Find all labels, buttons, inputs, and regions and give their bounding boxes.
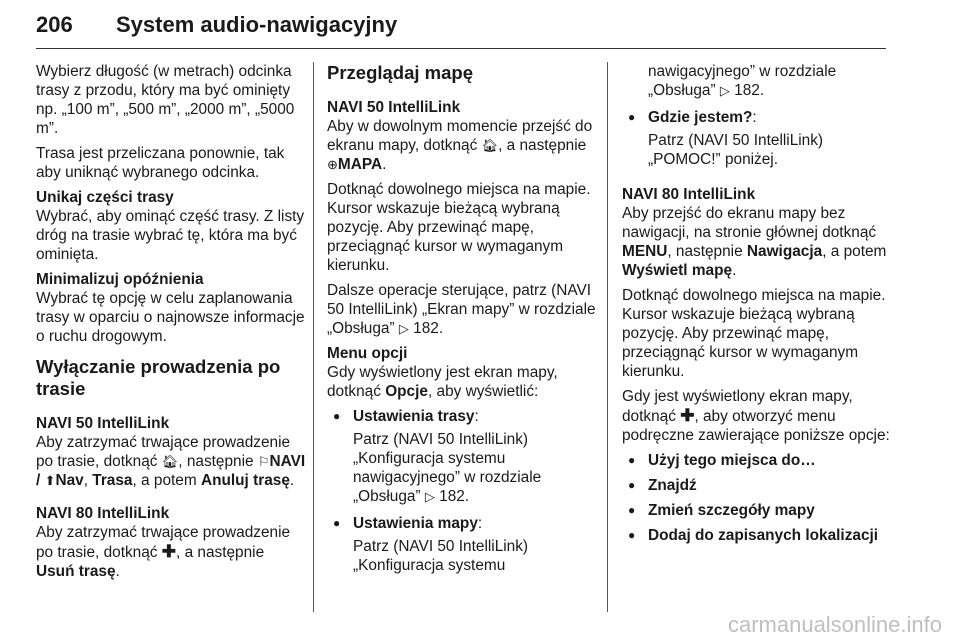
model-label: NAVI 80 IntelliLink (622, 186, 756, 203)
subheading: Unikaj części trasy (36, 189, 174, 206)
paragraph: Aby zatrzymać trwające prowadzenie po trasie, dotknąć ✚, a następnie Usuń trasę. (36, 524, 291, 580)
column-1 (36, 62, 306, 587)
paragraph: Patrz (NAVI 50 IntelliLink) „Konfiguracja systemu (353, 538, 529, 574)
subheading: Minimalizuj opóźnienia (36, 271, 204, 288)
watermark: carmanualsonline.info (727, 612, 942, 637)
list-item: ● Ustawienia mapy: (327, 514, 597, 533)
navigation-arrow-icon: ⬆ (44, 473, 56, 488)
list-item: ● Zmień szczegóły mapy (622, 501, 892, 520)
column-2 (327, 62, 597, 583)
list-item: ● Użyj tego miejsca do… (622, 451, 892, 470)
reference-arrow-icon: ▷ (424, 489, 435, 504)
model-label: NAVI 80 IntelliLink (36, 505, 170, 522)
page-header (36, 6, 886, 50)
reference-arrow-icon: ▷ (719, 83, 730, 98)
paragraph: Wybrać tę opcję w celu zaplanowania trasy w oparciu o najnowsze informacje o ruchu drogowym. (36, 290, 305, 345)
paragraph: Dotknąć dowolnego miejsca na mapie. Kursor wskazuje bieżącą wybraną pozycję. Aby przewinąć mapę, przeciągnąć kursor w wymaganym kierunku. (327, 181, 591, 274)
header-rule (36, 48, 886, 49)
paragraph: Dotknąć dowolnego miejsca na mapie. Kursor wskazuje bieżącą wybraną pozycję. Aby przewinąć mapę, przeciągnąć kursor w wymaganym kierunku. (622, 287, 886, 380)
home-icon: 🏠︎ (161, 454, 179, 469)
list-item: ● Znajdź (622, 476, 892, 495)
paragraph: Patrz (NAVI 50 IntelliLink) „POMOC!” poniżej. (648, 132, 824, 168)
paragraph: Aby przejść do ekranu mapy bez nawigacji, na stronie głównej dotknąć MENU, następnie Nawigacja, a potem Wyświetl mapę. (622, 205, 887, 279)
list-item: ● Ustawienia trasy: (327, 407, 597, 426)
paragraph: Trasa jest przeliczana ponownie, tak aby uniknąć wybranego odcinka. (36, 145, 285, 181)
section-heading: Przeglądaj mapę (327, 62, 474, 83)
page-number: 206 (36, 12, 73, 37)
map-globe-icon: ⊕ (327, 157, 338, 172)
model-label: NAVI 50 IntelliLink (327, 99, 461, 116)
plus-icon: ✚ (161, 542, 177, 561)
paragraph: Aby w dowolnym momencie przejść do ekranu mapy, dotknąć 🏠︎, a następnie ⊕MAPA. (327, 118, 593, 173)
paragraph: Dalsze operacje sterujące, patrz (NAVI 50 IntelliLink) „Ekran mapy” w rozdziale „Obsługa” ▷ 182. (327, 282, 596, 337)
paragraph: nawigacyjnego” w rozdziale „Obsługa” ▷ 182. (648, 63, 837, 99)
reference-arrow-icon: ▷ (398, 321, 409, 336)
section-heading: Wyłączanie prowadzenia po trasie (36, 356, 281, 399)
paragraph: Wybierz długość (w metrach) odcinka trasy z przodu, który ma być ominięty np. „100 m”, „500 m”, „2000 m”, „5000 m”. (36, 63, 295, 137)
column-3 (622, 62, 892, 549)
paragraph: Patrz (NAVI 50 IntelliLink) „Konfiguracja systemu nawigacyjnego” w rozdziale „Obsługa” ▷ 182. (353, 431, 542, 505)
column-divider (607, 62, 608, 612)
paragraph: Wybrać, aby ominąć część trasy. Z listy dróg na trasie wybrać tę, która ma być ominięta. (36, 208, 305, 263)
column-divider (313, 62, 314, 612)
page-title: System audio-nawigacyjny (116, 12, 398, 37)
paragraph: Gdy jest wyświetlony ekran mapy, dotknąć ✚, aby otworzyć menu podręczne zawierające poniższe opcje: (622, 388, 890, 444)
list-item: ● Dodaj do zapisanych lokalizacji (622, 526, 892, 545)
paragraph: Aby zatrzymać trwające prowadzenie po trasie, dotknąć 🏠︎, następnie ⚐NAVI / ⬆Nav, Trasa, a potem Anuluj trasę. (36, 434, 306, 489)
home-icon: 🏠︎ (481, 138, 499, 153)
paragraph: Gdy wyświetlony jest ekran mapy, dotknąć Opcje, aby wyświetlić: (327, 364, 558, 400)
plus-icon: ✚ (680, 406, 695, 425)
model-label: NAVI 50 IntelliLink (36, 415, 170, 432)
flag-icon: ⚐ (257, 454, 270, 469)
subheading: Menu opcji (327, 345, 408, 362)
list-item: ● Gdzie jestem?: (622, 108, 892, 127)
